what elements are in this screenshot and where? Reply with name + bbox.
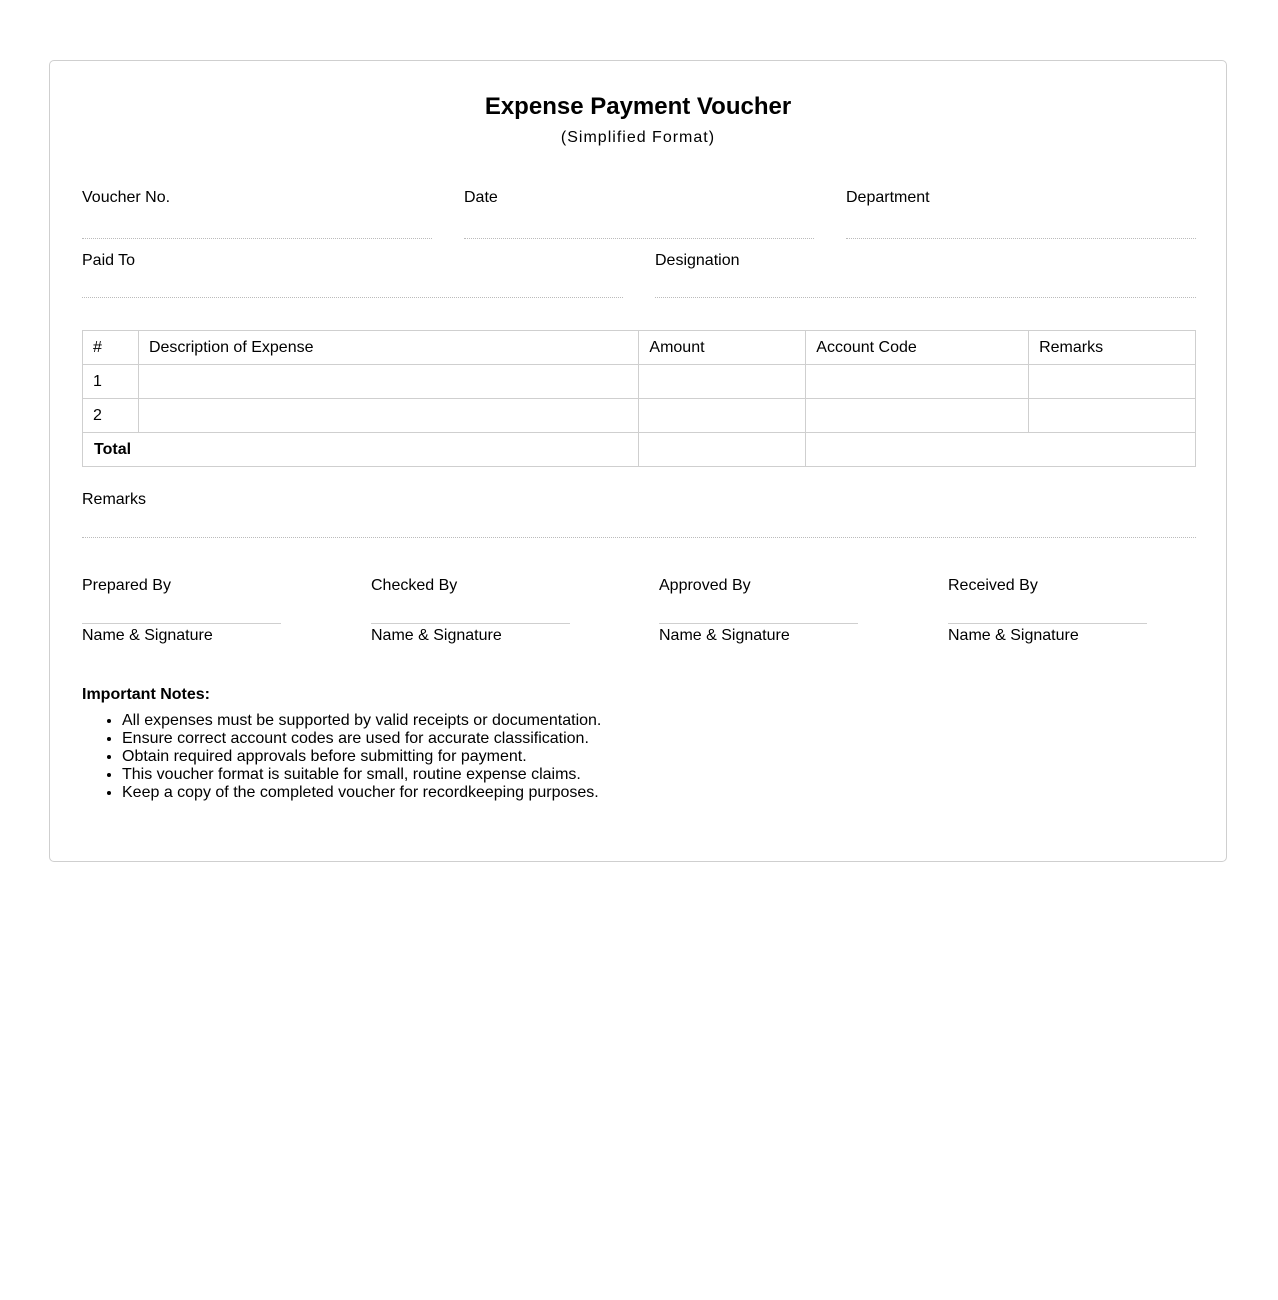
voucher-title: Expense Payment Voucher	[484, 93, 792, 120]
signature-line	[659, 623, 858, 624]
signature-line	[371, 623, 570, 624]
date-field[interactable]	[464, 189, 814, 239]
table-header-row	[83, 331, 1196, 365]
description-cell[interactable]	[138, 365, 638, 399]
signature-role: Prepared By	[82, 577, 171, 594]
signature-caption: Name & Signature	[659, 627, 790, 644]
table-row	[83, 399, 1196, 433]
account-code-cell[interactable]	[806, 399, 1029, 433]
list-item: • This voucher format is suitable for small, routine expense claims.	[122, 766, 601, 784]
signature-line	[948, 623, 1147, 624]
voucher-form	[49, 60, 1227, 862]
department-field[interactable]	[846, 189, 1196, 239]
remarks-field[interactable]	[82, 491, 1196, 538]
list-item: • Keep a copy of the completed voucher for recordkeeping purposes.	[122, 784, 601, 802]
date-line	[464, 238, 814, 239]
signature-line	[82, 623, 281, 624]
voucher-no-line	[82, 238, 432, 239]
signature-role: Received By	[948, 577, 1038, 594]
date-label: Date	[464, 189, 498, 206]
designation-label: Designation	[655, 252, 740, 269]
col-header-remarks: Remarks	[1029, 331, 1196, 365]
remarks-line	[82, 537, 1196, 538]
signature-caption: Name & Signature	[82, 627, 213, 644]
row-number: 1	[83, 365, 139, 399]
list-item: • All expenses must be supported by valid receipts or documentation.	[122, 712, 601, 730]
col-header-account-code: Account Code	[806, 331, 1029, 365]
row-number: 2	[83, 399, 139, 433]
paid-to-line	[82, 297, 623, 298]
signature-received-by[interactable]	[948, 577, 1148, 645]
paid-to-field[interactable]	[82, 252, 623, 298]
amount-cell[interactable]	[639, 365, 806, 399]
signature-approved-by[interactable]	[659, 577, 859, 645]
signature-caption: Name & Signature	[948, 627, 1079, 644]
signature-prepared-by[interactable]	[82, 577, 282, 645]
department-line	[846, 238, 1196, 239]
remarks-cell[interactable]	[1029, 399, 1196, 433]
signature-checked-by[interactable]	[371, 577, 571, 645]
table-row	[83, 365, 1196, 399]
voucher-no-field[interactable]	[82, 189, 432, 239]
amount-cell[interactable]	[639, 399, 806, 433]
voucher-no-label: Voucher No.	[82, 189, 171, 206]
account-code-cell[interactable]	[806, 365, 1029, 399]
remarks-cell[interactable]	[1029, 365, 1196, 399]
designation-line	[655, 297, 1196, 298]
expense-table	[82, 330, 1196, 467]
total-label: Total	[83, 433, 639, 467]
notes-list	[82, 712, 601, 802]
department-label: Department	[846, 189, 930, 206]
col-header-description: Description of Expense	[138, 331, 638, 365]
signature-caption: Name & Signature	[371, 627, 502, 644]
list-item: • Obtain required approvals before submitting for payment.	[122, 748, 601, 766]
designation-field[interactable]	[655, 252, 1196, 298]
signature-role: Checked By	[371, 577, 458, 594]
total-amount-cell[interactable]	[639, 433, 806, 467]
total-blank-cell	[806, 433, 1196, 467]
col-header-number: #	[83, 331, 139, 365]
total-row	[83, 433, 1196, 467]
list-item: • Ensure correct account codes are used for accurate classification.	[122, 730, 601, 748]
signature-role: Approved By	[659, 577, 751, 594]
voucher-subtitle: (Simplified Format)	[560, 129, 716, 146]
paid-to-label: Paid To	[82, 252, 136, 269]
notes-title: Important Notes:	[82, 686, 210, 703]
description-cell[interactable]	[138, 399, 638, 433]
remarks-label: Remarks	[82, 491, 147, 508]
col-header-amount: Amount	[639, 331, 806, 365]
